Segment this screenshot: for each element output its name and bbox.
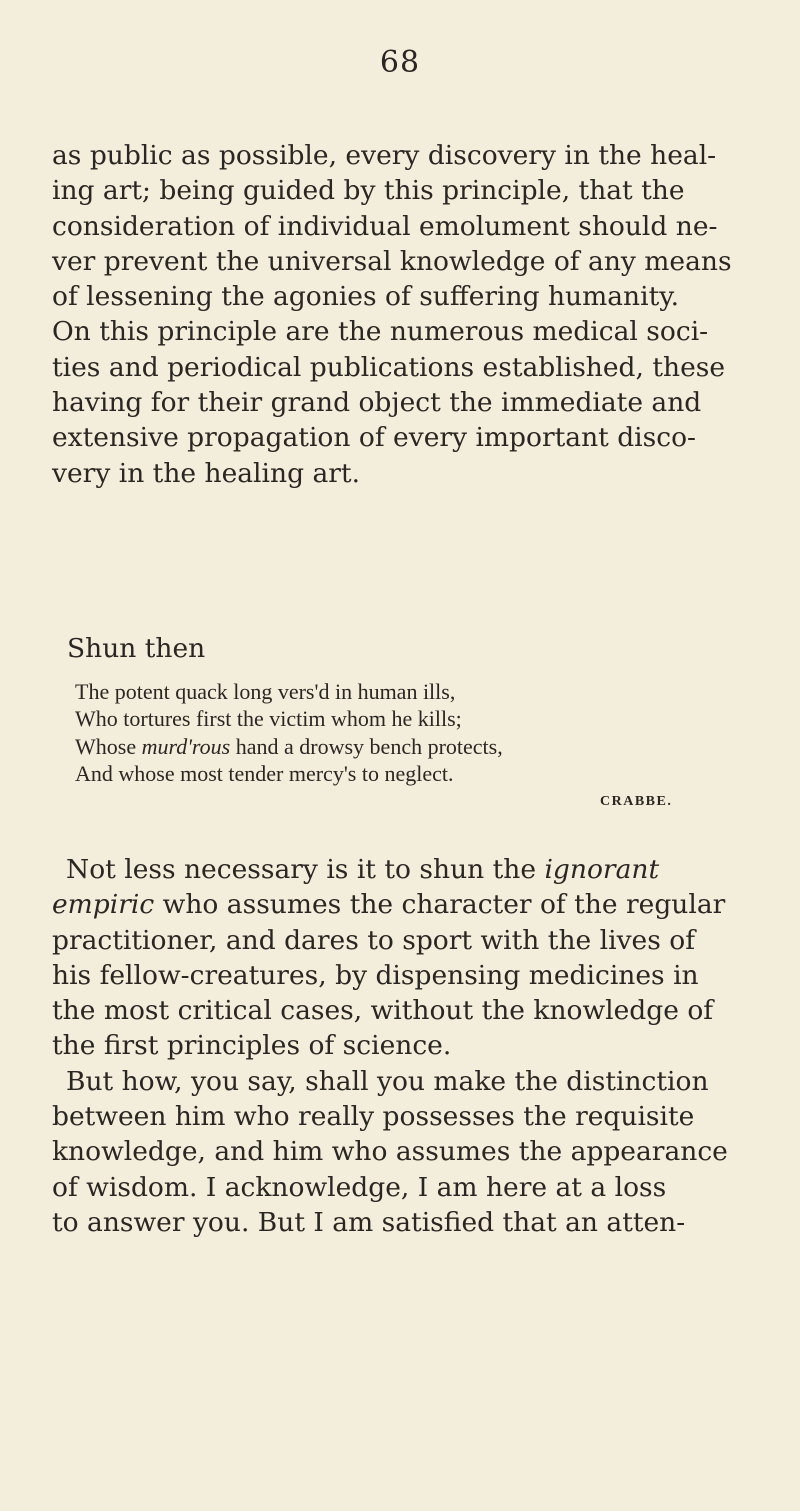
text-line: ing art; being guided by this principle, that the <box>52 175 685 207</box>
verse-quotation <box>75 678 755 787</box>
verse-line: And whose most tender mercy's to neglect. <box>75 760 454 786</box>
text-line: between him who really possesses the requisite <box>52 1101 695 1133</box>
text-line: as public as possible, every discovery in the heal- <box>52 140 717 171</box>
verse-italic-word: murd'rous <box>141 733 231 759</box>
verse-line: Who tortures first the victim whom he kills; <box>75 706 462 732</box>
italic-term: empiric <box>52 889 155 921</box>
text-line: On this principle are the numerous medical soci- <box>52 316 709 348</box>
paragraph-empiric <box>52 852 772 1240</box>
text-line: ver prevent the universal knowledge of any means <box>52 245 732 277</box>
text-segment: who assumes the character of the regular <box>154 889 726 921</box>
text-line: his fellow-creatures, by dispensing medicines in <box>52 959 699 991</box>
text-line <box>52 852 772 887</box>
italic-term: ignorant <box>544 854 660 885</box>
paragraph-public-discovery <box>52 138 772 491</box>
verse-line <box>75 733 755 760</box>
text-line: having for their grand object the immediate and <box>52 387 702 419</box>
page-number: 68 <box>379 45 421 80</box>
text-line: consideration of individual emolument should ne- <box>52 210 718 242</box>
verse-text: hand a drowsy bench protects, <box>230 733 503 759</box>
text-line: knowledge, and him who assumes the appearance <box>52 1136 728 1168</box>
text-line: But how, you say, shall you make the distinction <box>66 1065 709 1097</box>
text-line <box>52 887 772 922</box>
text-line: to answer you. But I am satisfied that an atten- <box>52 1206 686 1238</box>
text-line: of lessening the agonies of suffering humanity. <box>52 281 680 313</box>
verse-attribution: CRABBE. <box>600 794 673 809</box>
verse-line: The potent quack long vers'd in human ills, <box>75 679 456 704</box>
text-line: the most critical cases, without the knowledge of <box>52 995 714 1027</box>
text-line: extensive propagation of every important disco- <box>52 422 697 454</box>
text-line: practitioner, and dares to sport with the lives of <box>52 924 696 956</box>
text-line: very in the healing art. <box>52 457 360 489</box>
verse-text: Whose <box>75 733 142 759</box>
text-line: the first principles of science. <box>52 1030 452 1062</box>
text-line: ties and periodical publications established, these <box>52 351 726 383</box>
text-segment: Not less necessary is it to shun the <box>66 854 545 885</box>
shun-then-line: Shun then <box>67 633 206 664</box>
text-line: of wisdom. I acknowledge, I am here at a loss <box>52 1171 667 1203</box>
